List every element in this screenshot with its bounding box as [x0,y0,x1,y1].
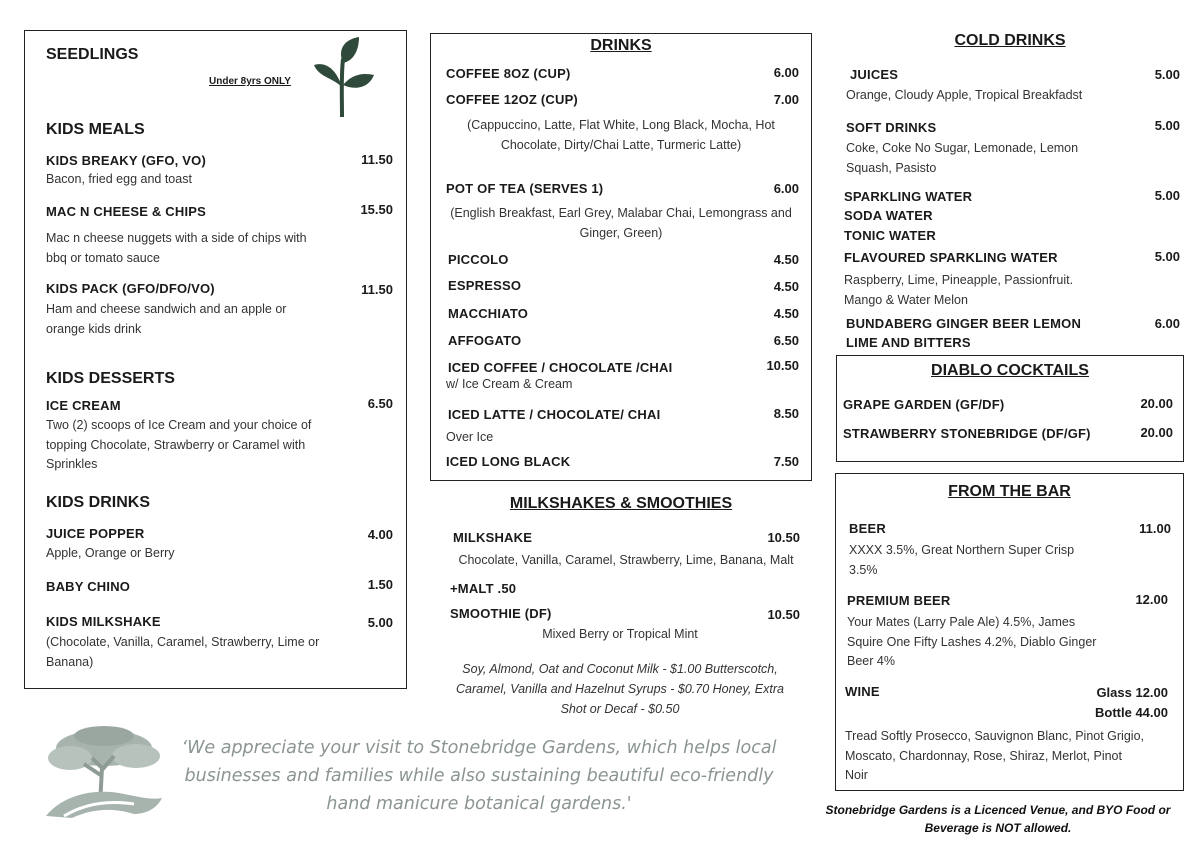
menu-item-price: 11.00 [1139,521,1171,536]
menu-item-price: 5.00 [1154,118,1180,133]
menu-item-name: ICE CREAM [46,398,121,413]
menu-item-desc: (Cappuccino, Latte, Flat White, Long Black, Mocha, Hot Chocolate, Dirty/Chai Latte, Turmeric Latte) [467,118,775,152]
menu-item-name: AFFOGATO [448,333,522,348]
menu-item-price: 5.00 [367,615,393,630]
menu-item-desc: (Chocolate, Vanilla, Caramel, Strawberry, Lime or Banana) [46,635,320,669]
menu-item-price: 8.50 [773,406,799,421]
menu-item-name: WINE [845,684,880,699]
cold-drinks-title: COLD DRINKS [954,32,1066,49]
menu-item-desc: Coke, Coke No Sugar, Lemonade, Lemon Squash, Pasisto [846,141,1079,175]
menu-item-price: 6.00 [773,65,799,80]
drinks-title: DRINKS [590,37,652,54]
menu-item-price: 12.00 [1135,592,1168,607]
menu-item-name: SODA WATER [844,208,933,223]
menu-item-name: KIDS PACK (GFO/DFO/VO) [46,281,215,296]
menu-item-name: COFFEE 8OZ (CUP) [446,66,571,81]
kids-meals-title: KIDS MEALS [46,121,145,138]
cocktails-title: DIABLO COCKTAILS [931,362,1089,379]
menu-item-desc: Over Ice [446,430,494,444]
menu-item-price: 4.50 [773,279,799,294]
menu-item-name: STRAWBERRY STONEBRIDGE (DF/GF) [843,426,1091,441]
cold-drinks-section [836,30,1184,355]
menu-item-desc: Two (2) scoops of Ice Cream and your choice of topping Chocolate, Strawberry or Caramel with Sprinkles [46,418,312,471]
menu-item-price: 5.00 [1154,188,1180,203]
menu-item-price: 6.00 [1154,316,1180,331]
menu-item-name: ICED LONG BLACK [446,454,571,469]
menu-item-price: 7.00 [773,92,799,107]
seedling-icon [313,35,375,119]
menu-item-name: MILKSHAKE [453,530,533,545]
age-note: Under 8yrs ONLY [209,76,291,87]
menu-item-desc: Mac n cheese nuggets with a side of chips with bbq or tomato sauce [46,231,307,265]
milkshakes-title: MILKSHAKES & SMOOTHIES [509,495,733,512]
menu-item-price: 10.50 [766,358,799,373]
kids-desserts-title: KIDS DESSERTS [46,370,175,387]
menu-item-name: MACCHIATO [448,306,529,321]
menu-item-name: BUNDABERG GINGER BEER LEMON LIME AND BITTERS [846,316,1082,350]
menu-item-price: 5.00 [1154,67,1180,82]
menu-item-price: 5.00 [1154,249,1180,264]
wine-glass-price: Glass 12.00 [1096,685,1168,700]
kids-drinks-title: KIDS DRINKS [46,494,151,511]
menu-item-price: 11.50 [361,152,393,167]
menu-item-desc: (English Breakfast, Earl Grey, Malabar Chai, Lemongrass and Ginger, Green) [450,206,792,240]
menu-item-desc: Bacon, fried egg and toast [46,172,192,186]
menu-item-name: PREMIUM BEER [847,593,951,608]
menu-item-name: PICCOLO [448,252,509,267]
menu-item-price: 20.00 [1140,396,1173,411]
menu-item-name: JUICE POPPER [46,526,145,541]
menu-item-price: 6.50 [367,396,393,411]
menu-item-desc: Apple, Orange or Berry [46,546,175,560]
menu-item-price: 15.50 [360,202,393,217]
menu-item-name: ICED COFFEE / CHOCOLATE /CHAI [448,360,673,375]
menu-item-desc: Tread Softly Prosecco, Sauvignon Blanc, Pinot Grigio, Moscato, Chardonnay, Rose, Shiraz, Merlot, Pinot Noir [845,729,1144,782]
menu-item-price: 4.50 [773,306,799,321]
menu-item-price: 1.50 [367,577,393,592]
menu-item-desc: XXXX 3.5%, Great Northern Super Crisp 3.5% [849,543,1075,577]
thank-you-quote: ‘We appreciate your visit to Stonebridge Gardens, which helps local businesses and families while also sustaining beautiful eco-friendly hand manicure botanical gardens.' [181,738,777,814]
menu-item-price: 20.00 [1140,425,1173,440]
menu-item-name: FLAVOURED SPARKLING WATER [844,250,1058,265]
extras-note: Soy, Almond, Oat and Coconut Milk - $1.00 Butterscotch, Caramel, Vanilla and Hazelnut Syrups - $0.70 Honey, Extra Shot or Decaf - $0.50 [456,662,784,716]
menu-item-desc: Mixed Berry or Tropical Mint [542,627,698,641]
menu-item-desc: Orange, Cloudy Apple, Tropical Breakfadst [846,88,1083,102]
menu-item-name: SMOOTHIE (DF) [450,606,552,621]
menu-item-price: 6.50 [773,333,799,348]
menu-item-name: SPARKLING WATER [844,189,973,204]
menu-item-name: COFFEE 12OZ (CUP) [446,92,578,107]
menu-item-name: SOFT DRINKS [846,120,937,135]
menu-item-name: BEER [849,521,886,536]
menu-item-desc: Raspberry, Lime, Pineapple, Passionfruit. Mango & Water Melon [844,273,1074,307]
cocktails-panel [836,355,1184,462]
drinks-panel [430,33,812,481]
tree-logo-icon [44,724,164,818]
menu-item-desc: Your Mates (Larry Pale Ale) 4.5%, James Squire One Fifty Lashes 4.2%, Diablo Ginger Beer 4% [847,615,1097,668]
menu-item-desc: w/ Ice Cream & Cream [446,377,573,391]
licence-footer: Stonebridge Gardens is a Licenced Venue, and BYO Food or Beverage is NOT allowed. [825,803,1171,835]
menu-item-name: MAC N CHEESE & CHIPS [46,204,207,219]
seedlings-title: SEEDLINGS [46,46,139,63]
menu-item-price: 4.50 [773,252,799,267]
menu-item-price: 10.50 [767,607,800,622]
wine-bottle-price: Bottle 44.00 [1095,705,1168,720]
menu-item-name: BABY CHINO [46,579,131,594]
bar-panel [835,473,1184,791]
menu-item-price: 11.50 [361,282,393,297]
menu-item-name: JUICES [850,67,899,82]
menu-item-price: 6.00 [773,181,799,196]
menu-item-name: GRAPE GARDEN (GF/DF) [843,397,1005,412]
menu-item-name: TONIC WATER [844,228,936,243]
menu-item-price: 4.00 [367,527,393,542]
menu-item-name: KIDS MILKSHAKE [46,614,161,629]
menu-item-name: POT OF TEA (SERVES 1) [446,181,604,196]
menu-item-name: ICED LATTE / CHOCOLATE/ CHAI [448,407,661,422]
menu-item-price: 7.50 [773,454,799,469]
bar-title: FROM THE BAR [948,483,1071,500]
menu-item-name: ESPRESSO [448,278,522,293]
menu-item-price: 10.50 [767,530,800,545]
seedlings-panel [24,30,407,689]
menu-item-name: KIDS BREAKY (GFO, VO) [46,153,206,168]
menu-item-desc: Chocolate, Vanilla, Caramel, Strawberry, Lime, Banana, Malt [458,553,794,567]
menu-item-desc: Ham and cheese sandwich and an apple or orange kids drink [46,302,287,336]
milkshakes-section [430,488,812,718]
menu-item-name: +MALT .50 [450,581,517,596]
